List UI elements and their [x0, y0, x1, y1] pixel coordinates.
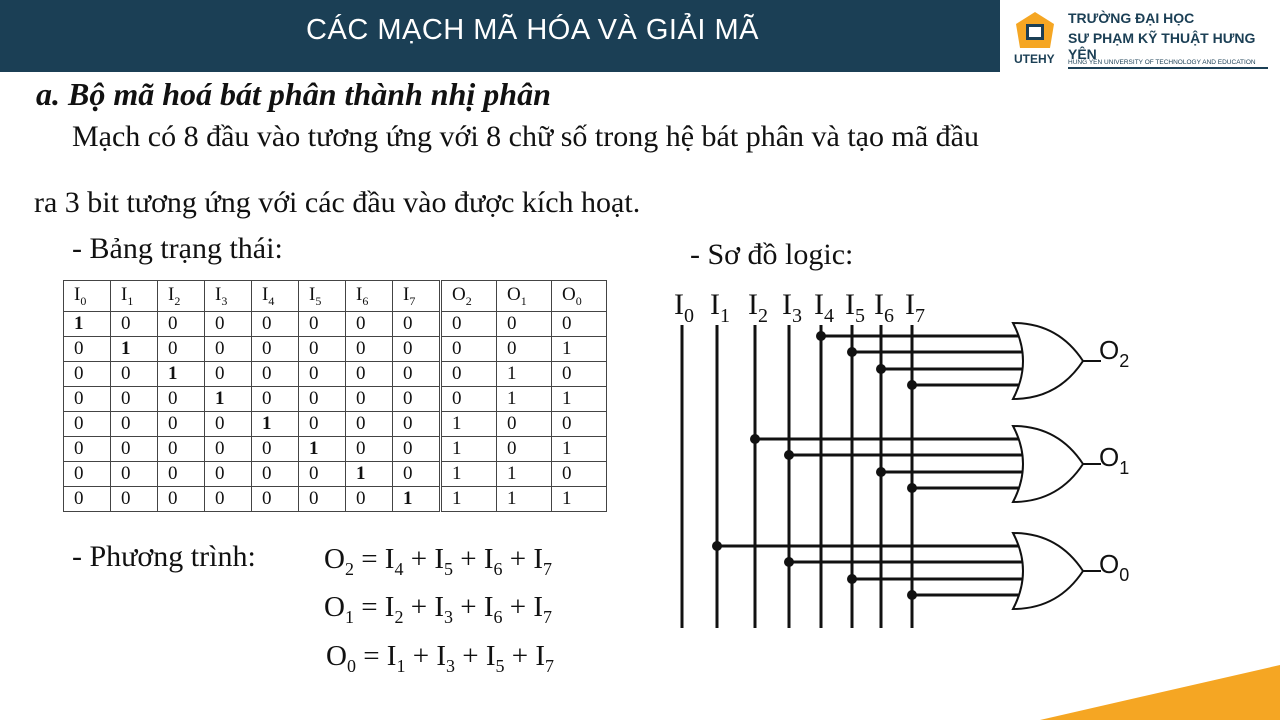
table-cell: 0: [497, 337, 552, 362]
truth-table-header-o0: $O_0$: [552, 281, 607, 312]
table-cell: 0: [205, 462, 252, 487]
truth-table-header-row: [64, 281, 607, 312]
truth-table-header-i5: $I_5$: [299, 281, 346, 312]
table-cell: 0: [441, 387, 497, 412]
table-cell: 1: [497, 362, 552, 387]
input-label-i1: $I_1$: [710, 288, 730, 327]
table-row: [64, 337, 607, 362]
table-row: [64, 412, 607, 437]
table-cell: 0: [552, 312, 607, 337]
output-label-o2: $O_2$: [1099, 335, 1130, 371]
table-cell: 0: [497, 312, 552, 337]
table-row: [64, 487, 607, 512]
table-cell: 0: [158, 337, 205, 362]
table-cell: 1: [441, 462, 497, 487]
truth-table-header-i4: $I_4$: [252, 281, 299, 312]
table-row: [64, 462, 607, 487]
table-cell: 0: [393, 437, 441, 462]
input-label-i4: $I_4$: [814, 288, 834, 327]
table-cell: 0: [393, 362, 441, 387]
table-cell: 0: [205, 487, 252, 512]
input-label-i2: $I_2$: [748, 288, 768, 327]
table-cell: 1: [552, 337, 607, 362]
table-cell: 0: [111, 462, 158, 487]
or-gate: [1013, 426, 1083, 502]
table-cell: 0: [64, 387, 111, 412]
table-cell: 0: [552, 412, 607, 437]
table-cell: 1: [64, 312, 111, 337]
table-cell: 0: [552, 362, 607, 387]
input-label-i7: $I_7$: [905, 288, 925, 327]
junction-dot: [876, 364, 886, 374]
table-cell: 0: [346, 337, 393, 362]
junction-dot: [847, 574, 857, 584]
table-cell: 0: [158, 412, 205, 437]
junction-dot: [784, 557, 794, 567]
university-name-line1: TRƯỜNG ĐẠI HỌC: [1068, 10, 1195, 26]
junction-dot: [784, 450, 794, 460]
table-cell: 1: [552, 387, 607, 412]
table-cell: 0: [346, 412, 393, 437]
table-cell: 0: [158, 312, 205, 337]
table-cell: 0: [158, 462, 205, 487]
table-cell: 0: [497, 437, 552, 462]
junction-dot: [816, 331, 826, 341]
table-cell: 0: [346, 312, 393, 337]
table-cell: 0: [158, 387, 205, 412]
table-cell: 1: [252, 412, 299, 437]
state-table-label: - Bảng trạng thái:: [72, 232, 283, 265]
paragraph-line-2: ra 3 bit tương ứng với các đầu vào được kích hoạt.: [34, 186, 641, 219]
junction-dot: [907, 590, 917, 600]
table-cell: 0: [158, 487, 205, 512]
table-cell: 0: [252, 387, 299, 412]
input-label-i3: $I_3$: [782, 288, 802, 327]
equation-o2: $O_2 = I_4 + I_5 + I_6 + I_7$: [324, 543, 553, 579]
junction-dot: [847, 347, 857, 357]
table-cell: 0: [252, 337, 299, 362]
equation-label: - Phương trình:: [72, 540, 256, 573]
or-gate: [1013, 533, 1083, 609]
table-cell: 0: [299, 337, 346, 362]
table-cell: 0: [441, 337, 497, 362]
truth-table-header-o2: $O_2$: [441, 281, 497, 312]
table-cell: 0: [346, 437, 393, 462]
paragraph-line-1: Mạch có 8 đầu vào tương ứng với 8 chữ số trong hệ bát phân và tạo mã đầu: [72, 120, 979, 153]
table-row: [64, 312, 607, 337]
table-cell: 0: [299, 362, 346, 387]
table-cell: 0: [158, 437, 205, 462]
table-cell: 0: [441, 312, 497, 337]
table-cell: 0: [252, 362, 299, 387]
junction-dot: [907, 380, 917, 390]
junction-dot: [712, 541, 722, 551]
truth-table-header-i1: $I_1$: [111, 281, 158, 312]
table-cell: 0: [64, 437, 111, 462]
table-cell: 0: [205, 337, 252, 362]
table-cell: 0: [111, 412, 158, 437]
table-cell: 1: [158, 362, 205, 387]
table-cell: 0: [393, 462, 441, 487]
logic-diagram-label: - Sơ đồ logic:: [690, 238, 854, 271]
truth-table-header-i3: $I_3$: [205, 281, 252, 312]
bottom-accent-shape: [1040, 665, 1280, 720]
table-cell: 1: [497, 487, 552, 512]
table-cell: 0: [111, 312, 158, 337]
truth-table-header-o1: $O_1$: [497, 281, 552, 312]
table-cell: 0: [111, 362, 158, 387]
table-cell: 0: [252, 312, 299, 337]
table-cell: 0: [205, 437, 252, 462]
output-label-o0: $O_0$: [1099, 549, 1130, 585]
junction-dot: [907, 483, 917, 493]
input-label-i5: $I_5$: [845, 288, 865, 327]
table-cell: 1: [441, 437, 497, 462]
logo-text: UTEHY: [1014, 52, 1055, 66]
table-cell: 0: [346, 487, 393, 512]
table-cell: 1: [111, 337, 158, 362]
table-cell: 0: [111, 487, 158, 512]
university-english-name: HUNG YEN UNIVERSITY OF TECHNOLOGY AND EDUCATION: [1068, 59, 1256, 66]
table-cell: 1: [441, 412, 497, 437]
table-cell: 0: [299, 462, 346, 487]
table-cell: 0: [64, 337, 111, 362]
table-cell: 0: [64, 462, 111, 487]
table-cell: 0: [64, 362, 111, 387]
section-title: a. Bộ mã hoá bát phân thành nhị phân: [36, 76, 551, 112]
table-cell: 0: [252, 462, 299, 487]
table-cell: 1: [393, 487, 441, 512]
table-cell: 1: [441, 487, 497, 512]
input-label-i0: $I_0$: [674, 288, 694, 327]
table-row: [64, 387, 607, 412]
equation-o0: $O_0 = I_1 + I_3 + I_5 + I_7$: [326, 640, 555, 676]
table-cell: 0: [205, 312, 252, 337]
table-cell: 0: [497, 412, 552, 437]
table-cell: 0: [205, 412, 252, 437]
input-label-i6: $I_6$: [874, 288, 894, 327]
table-cell: 0: [552, 462, 607, 487]
university-logo-icon: [1012, 10, 1058, 50]
output-label-o1: $O_1$: [1099, 442, 1130, 478]
table-cell: 0: [299, 487, 346, 512]
table-cell: 0: [441, 362, 497, 387]
table-cell: 0: [252, 437, 299, 462]
table-cell: 0: [64, 412, 111, 437]
truth-table: [63, 280, 607, 512]
truth-table-header-i7: $I_7$: [393, 281, 441, 312]
truth-table-header-i2: $I_2$: [158, 281, 205, 312]
table-cell: 0: [299, 387, 346, 412]
table-cell: 0: [252, 487, 299, 512]
table-cell: 1: [346, 462, 393, 487]
table-cell: 1: [299, 437, 346, 462]
logo-divider: [1068, 67, 1268, 69]
table-cell: 1: [497, 462, 552, 487]
table-cell: 0: [393, 412, 441, 437]
truth-table-header-i6: $I_6$: [346, 281, 393, 312]
table-cell: 0: [64, 487, 111, 512]
table-cell: 0: [393, 387, 441, 412]
table-cell: 0: [393, 337, 441, 362]
university-name-line2: SƯ PHẠM KỸ THUẬT HƯNG YÊN: [1068, 30, 1256, 62]
page-title: CÁC MẠCH MÃ HÓA VÀ GIẢI MÃ: [306, 14, 759, 46]
table-cell: 1: [497, 387, 552, 412]
or-gate: [1013, 323, 1083, 399]
table-cell: 0: [111, 437, 158, 462]
equation-o1: $O_1 = I_2 + I_3 + I_6 + I_7$: [324, 591, 553, 627]
table-cell: 1: [205, 387, 252, 412]
logic-diagram: [660, 280, 1160, 640]
table-row: [64, 437, 607, 462]
table-cell: 1: [552, 487, 607, 512]
table-cell: 0: [393, 312, 441, 337]
table-cell: 0: [111, 387, 158, 412]
table-cell: 0: [346, 362, 393, 387]
table-cell: 0: [299, 312, 346, 337]
truth-table-header-i0: $I_0$: [64, 281, 111, 312]
table-cell: 0: [299, 412, 346, 437]
table-cell: 0: [205, 362, 252, 387]
table-cell: 0: [346, 387, 393, 412]
junction-dot: [876, 467, 886, 477]
table-row: [64, 362, 607, 387]
junction-dot: [750, 434, 760, 444]
table-cell: 1: [552, 437, 607, 462]
